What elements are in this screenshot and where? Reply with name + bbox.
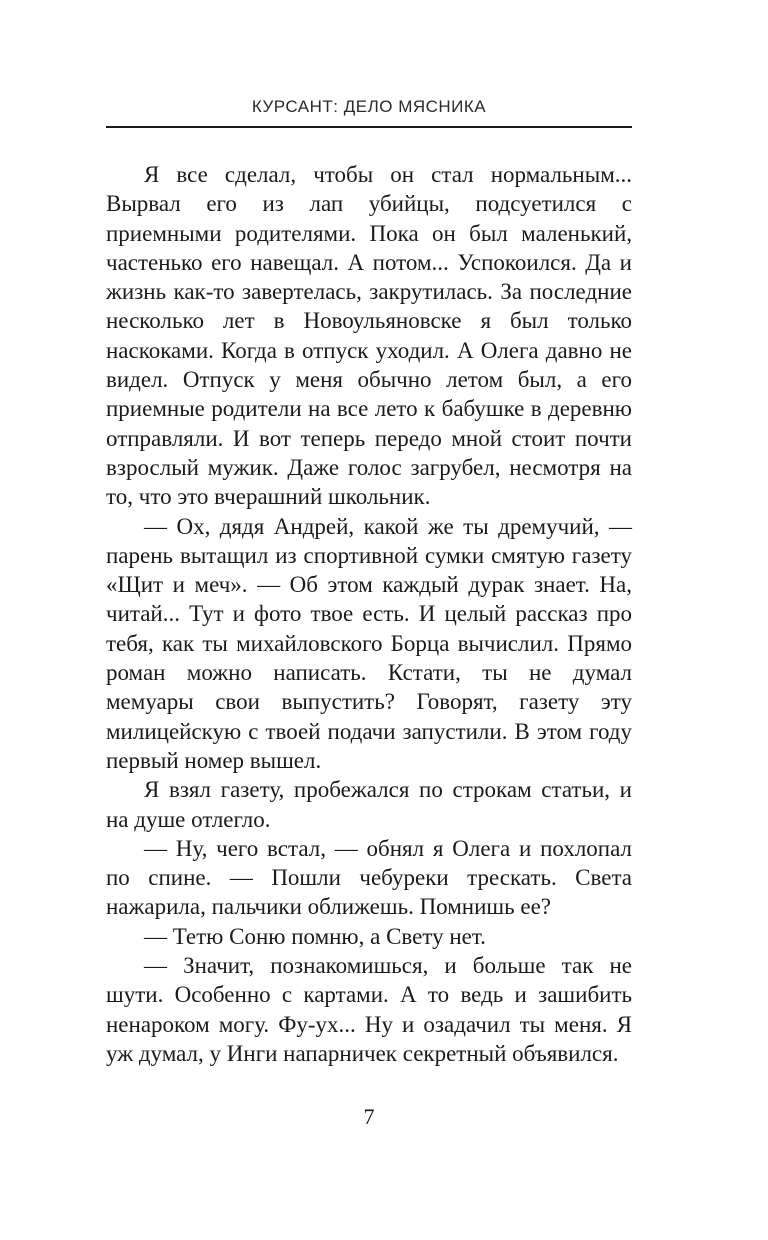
page-number: 7 xyxy=(363,1104,375,1129)
paragraph: Я все сделал, чтобы он стал нормальным... Вырвал его из лап убийцы, подсуетился с приемными родителями. Пока он был маленький, частенько его навещал. А потом... Успокоился. Да и жизнь как-то завертелась, закрутилась. За последние несколько лет в Новоульяновске я был только наскоками. Когда в отпуск уходил. А Олега давно не видел. Отпуск у меня обычно летом был, а его приемные родители на все лето к бабушке в деревню отправляли. И вот теперь передо мной стоит почти взрослый мужик. Даже голос загрубел, несмотря на то, что это вчерашний школьник. xyxy=(106,162,632,510)
header-rule xyxy=(106,126,632,128)
paragraph: — Ох, дядя Андрей, какой же ты дремучий, — парень вытащил из спортивной сумки смятую газету «Щит и меч». — Об этом каждый дурак знает. На, читай... Тут и фото твое есть. И целый рассказ про тебя, как ты михайловского Борца вычислил. Прямо роман можно написать. Кстати, ты не думал мемуары свои выпустить? Говорят, газету эту милицейскую с твоей подачи запустили. В этом году первый номер вышел. xyxy=(106,513,632,773)
paragraph: — Ну, чего встал, — обнял я Олега и похлопал по спине. — Пошли чебуреки трескать. Света нажарила, пальчики оближешь. Помнишь ее? xyxy=(106,835,632,920)
paragraph: — Тетю Соню помню, а Свету нет. xyxy=(144,923,486,949)
running-header: КУРСАНТ: ДЕЛО МЯСНИКА xyxy=(251,97,487,116)
paragraph: — Значит, познакомишься, и больше так не шути. Особенно с картами. А то ведь и зашибить ненароком могу. Фу-ух... Ну и озадачил ты меня. Я уж думал, у Инги напарничек секретный объявился. xyxy=(106,953,632,1066)
paragraph: Я взял газету, пробежался по строкам статьи, и на душе отлегло. xyxy=(106,777,632,832)
body-text xyxy=(106,160,632,1068)
